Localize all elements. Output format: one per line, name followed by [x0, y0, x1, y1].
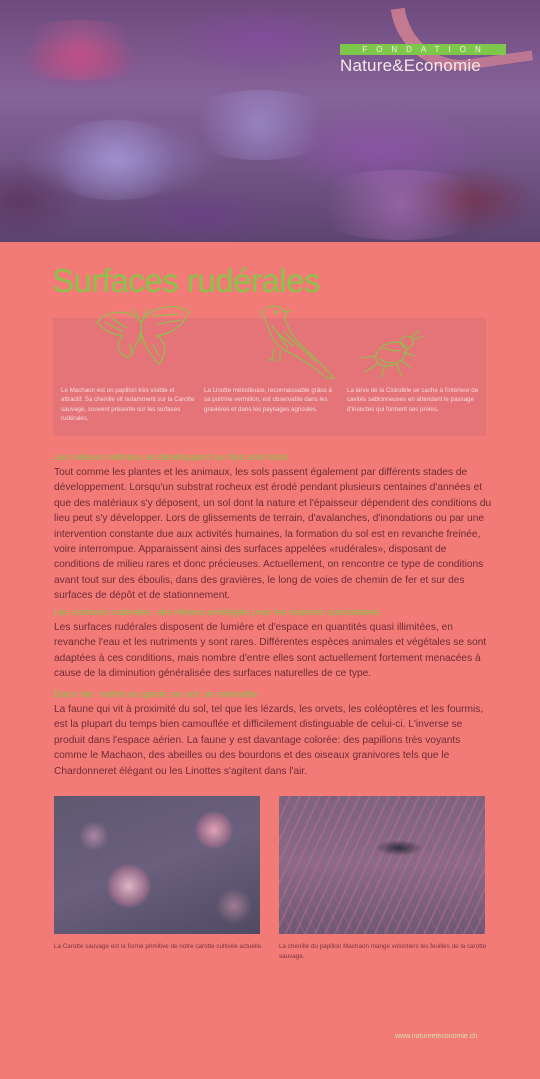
card-caption: La larve de la Cicindèle se cache à l'intérieur de cavités sablonneuses en attendant le passage d'insectes qui forment ses proies. [347, 387, 479, 413]
butterfly-icon [89, 304, 193, 368]
photo-caption: La chenille du papillon Machaon mange volontiers les feuilles de la carotte sauvage. [279, 943, 487, 960]
page-title: Surfaces rudérales [52, 262, 320, 299]
logo-name: Nature&Economie [340, 56, 481, 75]
section-heading: Les surfaces rudérales, des milieux privilégiés pour les espèces spécialisées [54, 607, 380, 618]
photo-wild-carrot [54, 796, 260, 934]
card-caption: La Linotte mélodieuse, reconnaissable grâce à sa poitrine vermillon, est observable dans les gravières et dans les paysages agricoles. [204, 387, 332, 413]
foundation-logo [340, 44, 506, 76]
hero-photo-meadow [0, 0, 540, 242]
section-text: Les surfaces rudérales disposent de lumière et d'espace en quantités quasi illimitées, en revanche l'eau et les nutriments y sont rares. Différentes espèces animales et végétales se sont adaptées à ces conditions, mais nombre d'entre elles sont actuellement fortement menacées à cause de la diminution généralisée des surfaces naturelles de ce type. [54, 622, 487, 680]
website-link[interactable]: www.natureeteconomie.ch [395, 1033, 478, 1040]
photo-caterpillar [279, 796, 485, 934]
logo-fondation-bar: FONDATION [340, 44, 506, 55]
section-heading: Dans l'air: mettre en garde; au sol: se camoufler [54, 689, 258, 700]
section-text: La faune qui vit à proximité du sol, tel que les lézards, les orvets, les coléoptères et les fourmis, est la plupart du temps bien camouflée et difficilement distinguable de celui-ci. L'inverse se produit dans l'espace aérien. La faune y est davantage colorée: des papillons très voyants comme le Machaon, des abeilles ou des bourdons et des oiseaux granivores tels que le Chardonneret élégant ou les Linottes s'agitent dans l'air. [54, 704, 484, 777]
species-panel [53, 318, 486, 436]
card-caption: Le Machaon est un papillon très visible et attractif. Sa chenille vit notamment sur la Carotte sauvage, souvent présente sur les surfaces rudérales. [61, 387, 195, 422]
larva-icon [357, 326, 431, 380]
section-heading: Les milieux rudéraux se développent sur des sols bruts [54, 452, 289, 463]
bird-icon [254, 304, 344, 382]
section-text: Tout comme les plantes et les animaux, les sols passent également par différents stades de développement. Lorsqu'un substrat rocheux est érodé pendant plusieurs centaines d'années et que des matériaux s'y déposent, un sol dont la nature et l'épaisseur dépendent des conditions du lieu peut s'y développer. Lors de glissements de terrain, d'avalanches, d'inondations ou par une intervention constante due aux activités humaines, la formation du sol est en revanche freinée, voire interrompue. Apparaissent ainsi des surfaces appelées «rudérales», disposant de conditions de milieu rares et donc précieuses. Actuellement, on rencontre ce type de conditions avant tout sur des éboulis, dans des gravières, le long de voies de chemin de fer et sur des surfaces de dépôt et de stationnement. [54, 467, 492, 602]
photo-caption: La Carotte sauvage est la forme primitive de notre carotte cultivée actuelle. [54, 943, 263, 950]
